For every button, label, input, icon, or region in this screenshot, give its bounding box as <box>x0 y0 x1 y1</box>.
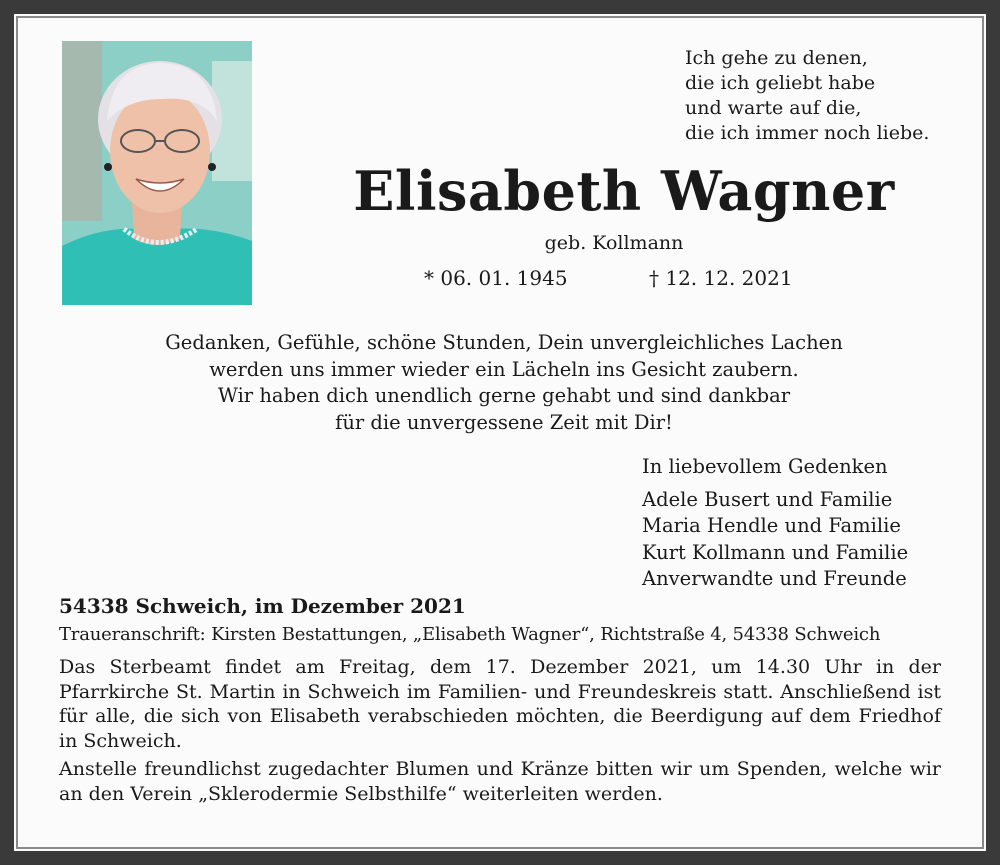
quote-line: Ich gehe zu denen, <box>685 47 868 69</box>
poem-line: werden uns immer wieder ein Lächeln ins Gesicht zaubern. <box>209 357 799 381</box>
place-date: 54338 Schweich, im Dezember 2021 <box>59 594 466 618</box>
memorial-poem <box>64 330 944 436</box>
quote-line: die ich immer noch liebe. <box>685 122 930 144</box>
mourners-list <box>642 454 982 593</box>
mourner-name: Anverwandte und Freunde <box>642 567 907 590</box>
portrait-illustration <box>62 41 252 305</box>
portrait-photo <box>62 41 252 305</box>
quote-line: und warte auf die, <box>685 97 862 119</box>
death-date: † 12. 12. 2021 <box>649 266 793 290</box>
poem-line: Gedanken, Gefühle, schöne Stunden, Dein unvergleichliches Lachen <box>165 331 843 354</box>
condolence-address: Traueranschrift: Kirsten Bestattungen, „Elisabeth Wagner“, Richtstraße 4, 54338 Schweich <box>59 624 881 645</box>
donation-request: Anstelle freundlichst zugedachter Blumen und Kränze bitten wir um Spenden, welche wir an den Verein „Sklerodermie Selbsthilfe“ weiterleiten werden. <box>59 758 941 805</box>
memorial-quote <box>685 46 985 146</box>
mourner-name: Kurt Kollmann und Familie <box>642 540 909 564</box>
poem-line: Wir haben dich unendlich gerne gehabt und sind dankbar <box>217 384 791 407</box>
maiden-name: geb. Kollmann <box>544 232 684 254</box>
mourner-name: Maria Hendle und Familie <box>642 514 901 537</box>
poem-line: für die unvergessene Zeit mit Dir! <box>335 410 673 434</box>
birth-date: * 06. 01. 1945 <box>424 266 568 290</box>
funeral-service-info: Das Sterbeamt findet am Freitag, dem 17. Dezember 2021, um 14.30 Uhr in der Pfarrkirche St. Martin in Schweich im Familien- und Freundeskreis statt. Anschließend ist für alle, die sich von Elisabeth verabschieden möchten, die Beerdigung auf dem Friedhof in Schweich. <box>59 656 941 752</box>
mourner-name: Adele Busert und Familie <box>642 487 893 511</box>
deceased-name: Elisabeth Wagner <box>353 159 895 223</box>
mourners-heading: In liebevollem Gedenken <box>642 455 888 478</box>
quote-line: die ich geliebt habe <box>685 72 876 94</box>
